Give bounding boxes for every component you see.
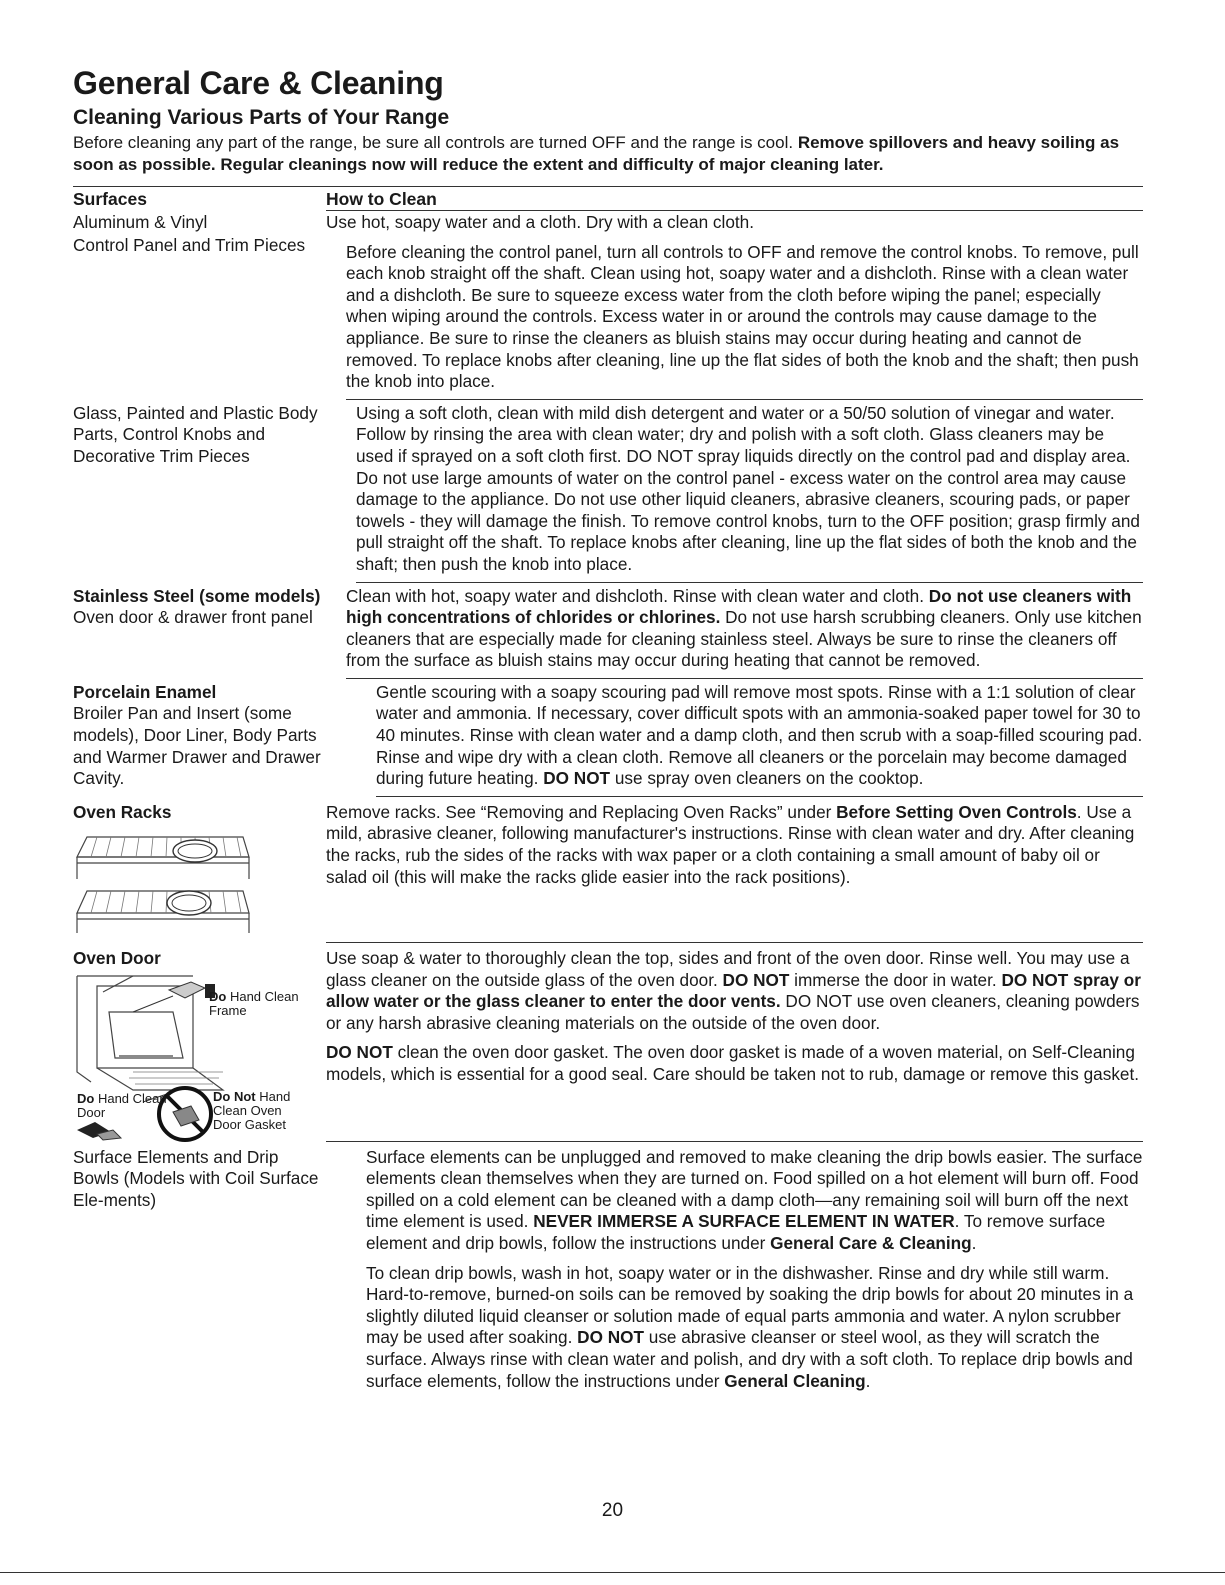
clean-racks bbox=[326, 802, 1143, 888]
clean-door-p1 bbox=[326, 948, 1143, 1034]
table-row-door bbox=[73, 947, 1143, 1142]
clean-stainless-warning: Do not use cleaners with high concentrations of chlorides or chlorines. bbox=[346, 585, 1132, 628]
door-p1-bold2: DO NOT spray or allow water or the glass cleaner to enter the door vents. bbox=[326, 969, 1141, 1012]
clean-racks-text1: Remove racks. See “Removing and Replacing Oven Racks” under bbox=[326, 801, 837, 822]
elements-p1-text2: . To remove surface element and drip bowls, follow the instructions under bbox=[366, 1211, 1106, 1253]
surface-racks-title: Oven Racks bbox=[73, 801, 172, 822]
clean-aluminum: Use hot, soapy water and a cloth. Dry with a clean cloth. bbox=[326, 212, 754, 232]
table-row-glass bbox=[73, 402, 1143, 583]
clean-stainless-text1: Clean with hot, soapy water and dishcloth. Rinse with clean water and cloth. bbox=[346, 585, 929, 606]
label-frame-do: Do bbox=[209, 988, 227, 1004]
surface-racks bbox=[73, 801, 326, 943]
clean-racks-link: Before Setting Oven Controls bbox=[836, 801, 1077, 822]
table-row-aluminum bbox=[73, 211, 1143, 234]
table-row-control-panel bbox=[73, 234, 1143, 400]
door-p1-bold1: DO NOT bbox=[722, 969, 790, 990]
clean-porcelain bbox=[376, 682, 1143, 790]
label-gasket-text: Hand Clean Oven Door Gasket bbox=[213, 1088, 291, 1132]
door-p2-text: clean the oven door gasket. The oven door gasket is made of a woven material, on Self-Cleaning models, which is essential for a good seal. Care should be taken not to rub, damage or remove this gasket. bbox=[326, 1042, 1140, 1084]
surface-elements: Surface Elements and Drip Bowls (Models with Coil Surface Ele-ments) bbox=[73, 1146, 319, 1210]
elements-p2-bold1: DO NOT bbox=[577, 1327, 644, 1348]
surface-stainless-note: Oven door & drawer front panel bbox=[73, 607, 313, 628]
door-p1-text3: DO NOT use oven cleaners, cleaning powders or any harsh abrasive cleaning materials on the outside of the oven door. bbox=[326, 991, 1140, 1033]
elements-p1-bold1: NEVER IMMERSE A SURFACE ELEMENT IN WATER bbox=[533, 1211, 955, 1232]
label-hand-clean-frame bbox=[209, 990, 313, 1018]
intro-bold-text: Remove spillovers and heavy soiling as soon as possible. Regular cleanings now will reduce the extent and difficulty of major cleaning later. bbox=[73, 133, 1120, 174]
surface-door bbox=[73, 947, 326, 1142]
elements-p2-bold2: General Cleaning bbox=[724, 1370, 866, 1391]
label-gasket-do-not: Do Not bbox=[213, 1088, 256, 1104]
door-p1-text1: Use soap & water to thoroughly clean the top, sides and front of the oven door. Rinse well. You may use a glass cleaner on the outside glass of the oven door. bbox=[326, 948, 1130, 990]
elements-p2-text2: use abrasive cleanser or steel wool, as they will scratch the surface. Always rinse with clean water and polish, and dry with a soft cloth. To replace drip bowls and surface elements, follow the instructions under bbox=[366, 1327, 1133, 1391]
surface-stainless bbox=[73, 585, 346, 679]
clean-elements-p2 bbox=[366, 1263, 1143, 1393]
clean-racks-text2: . Use a mild, abrasive cleaner, following manufacturer's instructions. Rinse with clean water and dry. After cleaning the racks, rub the sides of the racks with wax paper or a cloth containing a small amount of baby oil or salad oil (this will make the racks glide easier into the rack positions). bbox=[326, 801, 1135, 887]
surface-door-title: Oven Door bbox=[73, 948, 161, 969]
elements-p1-text1: Surface elements can be unplugged and removed to make cleaning the drip bowls easier. The surface elements clean themselves when they are turned on. Food spilled on a hot element will burn off. Food spilled on a cold element can be cleaned with a damp cloth—any remaining soil will burn off the next time element is used. bbox=[366, 1146, 1143, 1232]
clean-glass: Using a soft cloth, clean with mild dish detergent and water or a 50/50 solution of vinegar and water. Follow by rinsing the area with clean water; dry and polish with a soft cloth. Glass cleaners may be used if sprayed on a soft cloth first. DO NOT spray liquids directly on the control pad and display area. Do not use large amounts of water on the control panel - excess water on the control area may cause damage to the appliance. Do not use other liquid cleaners, abrasive cleaners, scouring pads, or paper towels - they will damage the finish. To remove control knobs, turn to the OFF position; grasp firmly and pull straight off the shaft. To replace knobs after cleaning, line up the flat sides of both the knob and the shaft; then push the knob into place. bbox=[356, 402, 1140, 574]
clean-stainless bbox=[346, 586, 1143, 672]
label-door-do: Do bbox=[77, 1090, 95, 1106]
label-gasket bbox=[213, 1090, 313, 1132]
table-header bbox=[73, 186, 1143, 211]
intro-text: Before cleaning any part of the range, be sure all controls are turned OFF and the range is cool. bbox=[73, 133, 798, 152]
clean-elements-p1 bbox=[366, 1147, 1143, 1255]
clean-door-p2 bbox=[326, 1042, 1143, 1085]
table-row-racks bbox=[73, 801, 1143, 943]
clean-control-panel: Before cleaning the control panel, turn all controls to OFF and remove the control knobs. To remove, pull each knob straight off the shaft. Clean using hot, soapy water and a dishcloth. Rinse with a clean water and a dishcloth. Be sure to squeeze excess water from the cloth before wiping the panel; especially when wiping around the controls. Excess water in or around the controls may cause damage to the appliance. Be sure to rinse the cleaners as bluish stains may occur during heating and cannot de removed. To replace knobs after cleaning, line up the flat sides of both the knob and the shaft; then push the knob into place. bbox=[346, 241, 1139, 392]
clean-stainless-text2: Do not use harsh scrubbing cleaners. Only use kitchen cleaners that are especially made for cleaning stainless steel. Always be sure to rinse the cleaners off from the surface as bluish stains may occur during heating that cannot be removed. bbox=[346, 607, 1142, 671]
page-title: General Care & Cleaning bbox=[73, 65, 444, 101]
header-how-to-clean: How to Clean bbox=[326, 189, 1143, 211]
clean-porcelain-text1: Gentle scouring with a soapy scouring pad will remove most spots. Rinse with a 1:1 solution of clear water and ammonia. If necessary, cover difficult spots with an ammonia-soaked paper towel for 30 to 40 minutes. Rinse with clean water and a damp cloth, and then scrub with a soap-filled scouring pad. Rinse and wipe dry with a clean cloth. Remove all cleaners or the porcelain may become damaged during future heating. bbox=[376, 681, 1143, 789]
page-number: 20 bbox=[601, 1500, 624, 1521]
clean-porcelain-warning: DO NOT bbox=[543, 768, 611, 789]
surface-porcelain-title: Porcelain Enamel bbox=[73, 681, 217, 702]
intro-paragraph bbox=[73, 132, 1143, 176]
surface-aluminum: Aluminum & Vinyl bbox=[73, 212, 208, 232]
label-frame-text: Hand Clean Frame bbox=[209, 988, 299, 1018]
table-row-stainless bbox=[73, 585, 1143, 679]
header-surfaces: Surfaces bbox=[73, 189, 147, 209]
section-subtitle: Cleaning Various Parts of Your Range bbox=[73, 106, 450, 129]
label-hand-clean-door bbox=[77, 1092, 167, 1120]
elements-p1-bold2: General Care & Cleaning bbox=[770, 1233, 972, 1253]
elements-p1-text3: . bbox=[971, 1233, 977, 1253]
page-content bbox=[73, 64, 1143, 1398]
clean-porcelain-text2: use spray oven cleaners on the cooktop. bbox=[610, 768, 924, 789]
table-row-porcelain bbox=[73, 681, 1143, 797]
surface-porcelain-note: Broiler Pan and Insert (some models), Door Liner, Body Parts and Warmer Drawer and Drawer Cavity. bbox=[73, 703, 321, 789]
oven-door-figure bbox=[73, 972, 313, 1142]
elements-p2-text1: To clean drip bowls, wash in hot, soapy water or in the dishwasher. Rinse and dry while still warm. Hard-to-remove, burned-on soils can be removed by soaking the drip bowls for about 20 minutes in a slightly diluted liquid cleanser or solution made of equal parts ammonia and water. A nylon scrubber may be used after soaking. bbox=[366, 1262, 1134, 1348]
door-p1-text2: immerse the door in water. bbox=[789, 969, 1002, 990]
surface-glass: Glass, Painted and Plastic Body Parts, Control Knobs and Decorative Trim Pieces bbox=[73, 402, 318, 466]
bottom-divider bbox=[0, 1572, 1225, 1573]
table-row-elements bbox=[73, 1146, 1143, 1399]
door-p2-bold: DO NOT bbox=[326, 1042, 393, 1063]
oven-racks-illustration bbox=[73, 829, 253, 937]
label-door-text: Hand Clean Door bbox=[77, 1090, 167, 1120]
surface-porcelain bbox=[73, 681, 376, 797]
surface-control-panel: Control Panel and Trim Pieces bbox=[73, 234, 306, 255]
elements-p2-text3: . bbox=[865, 1370, 871, 1391]
surface-stainless-title: Stainless Steel (some models) bbox=[73, 585, 321, 606]
